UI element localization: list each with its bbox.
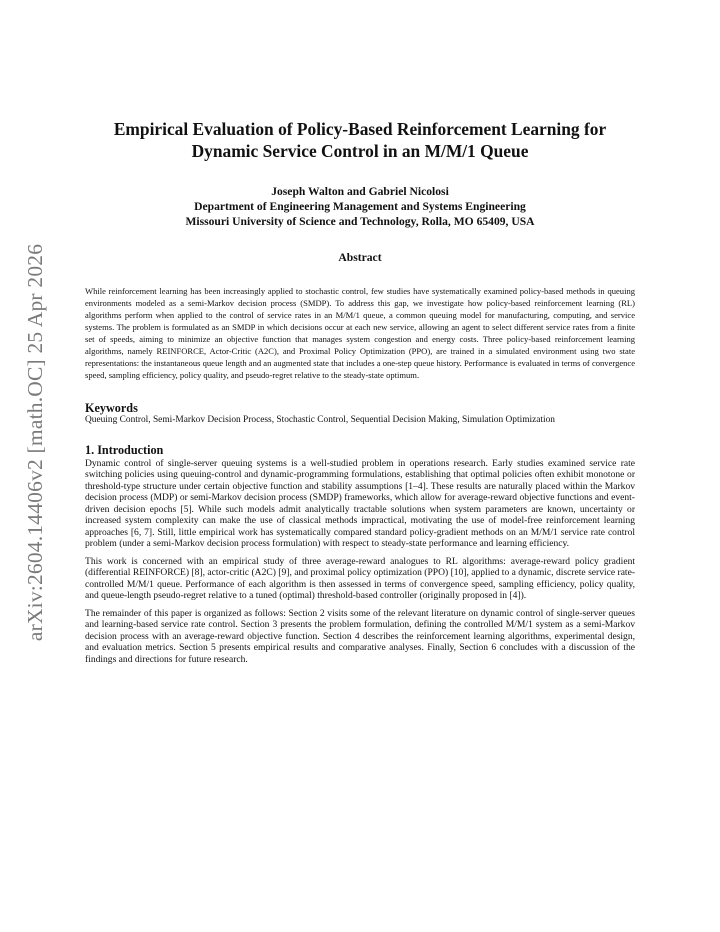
paper-page [85,112,635,665]
introduction-paragraph: This work is concerned with an empirical study of three average-reward analogues to RL algorithms: average-reward policy gradient (differential REINFORCE) [8], actor-critic (A2C) [9], and proximal policy optimization (PPO) [10], applied to a dynamic, discrete service rate-controlled M/M/1 queue. Performance of each algorithm is then assessed in terms of convergence speed, sampling efficiency, policy quality, and queue-length pseudo-regret relative to a tuned (optimal) threshold-based controller (originally proposed in [4]). [85,555,635,601]
paper-title: Empirical Evaluation of Policy-Based Reinforcement Learning for Dynamic Service Control in an M/M/1 Queue [113,119,607,161]
affiliation-department: Department of Engineering Management and Systems Engineering [194,200,526,213]
arxiv-identifier-text: arXiv:2604.14406v2 [math.OC] 25 Apr 2026 [23,243,48,642]
author-block [85,184,635,229]
introduction-paragraph: Dynamic control of single-server queuing systems is a well-studied problem in operations research. Early studies examined service rate switching policies using queuing-control and dynamic-programming formulations, establishing that optimal policies often exhibit monotone or threshold-type structure under certain objective function and stability assumptions [1–4]. These results are naturally placed within the Markov decision process (MDP) or semi-Markov decision process (SMDP) frameworks, which allow for average-reward objective functions and event-driven decision epochs [5]. While such models admit analytically tractable solutions when system parameters are known, uncertainty or increased system complexity can make the use of classical methods impractical, motivating the use of model-free reinforcement learning approaches [6, 7]. Still, little empirical work has systematically compared standard policy-gradient methods on an M/M/1 service rate control problem (under a semi-Markov decision process formulation) with respect to steady-state performance and learning efficiency. [85,457,635,549]
introduction-body [85,458,635,666]
introduction-heading: 1. Introduction [85,442,164,457]
keywords-text: Queuing Control, Semi-Markov Decision Process, Stochastic Control, Sequential Decision Making, Simulation Optimization [85,415,555,425]
affiliation-university: Missouri University of Science and Technology, Rolla, MO 65409, USA [185,215,535,228]
author-names: Joseph Walton and Gabriel Nicolosi [271,185,449,198]
abstract-text: While reinforcement learning has been increasingly applied to stochastic control, few studies have systematically examined policy-based methods in queuing environments modeled as a semi-Markov decision process (SMDP). To address this gap, we investigate how policy-based reinforcement learning (RL) algorithms perform when applied to the control of service rates in an M/M/1 queue, a common queuing model for manufacturing, computing, and service systems. The problem is formulated as an SMDP in which decisions occur at each new service, allowing an agent to select different service rates from a finite set of speeds, aiming to minimize an objective function that manages system congestion and energy costs. Three policy-based reinforcement learning algorithms, namely REINFORCE, Actor-Critic (A2C), and Proximal Policy Optimization (PPO), are trained in a simulated environment using two state representations: the instantaneous queue length and an augmented state that includes a one-step queue history. Performance is evaluated in terms of convergence speed, sampling efficiency, policy quality, and pseudo-regret relative to the steady-state optimum. [85,286,635,380]
abstract-heading: Abstract [338,251,382,264]
arxiv-identifier-stamp [16,245,56,640]
keywords-heading: Keywords [85,401,138,415]
introduction-paragraph: The remainder of this paper is organized as follows: Section 2 visits some of the relevant literature on dynamic control of single-server queues and learning-based service rate control. Section 3 presents the problem formulation, defining the controlled M/M/1 system as a semi-Markov decision process with an average-reward objective function. Section 4 describes the reinforcement learning algorithms, experimental design, and evaluation metrics. Section 5 presents empirical results and comparative analyses. Finally, Section 6 concludes with a discussion of the findings and directions for future research. [85,607,635,665]
